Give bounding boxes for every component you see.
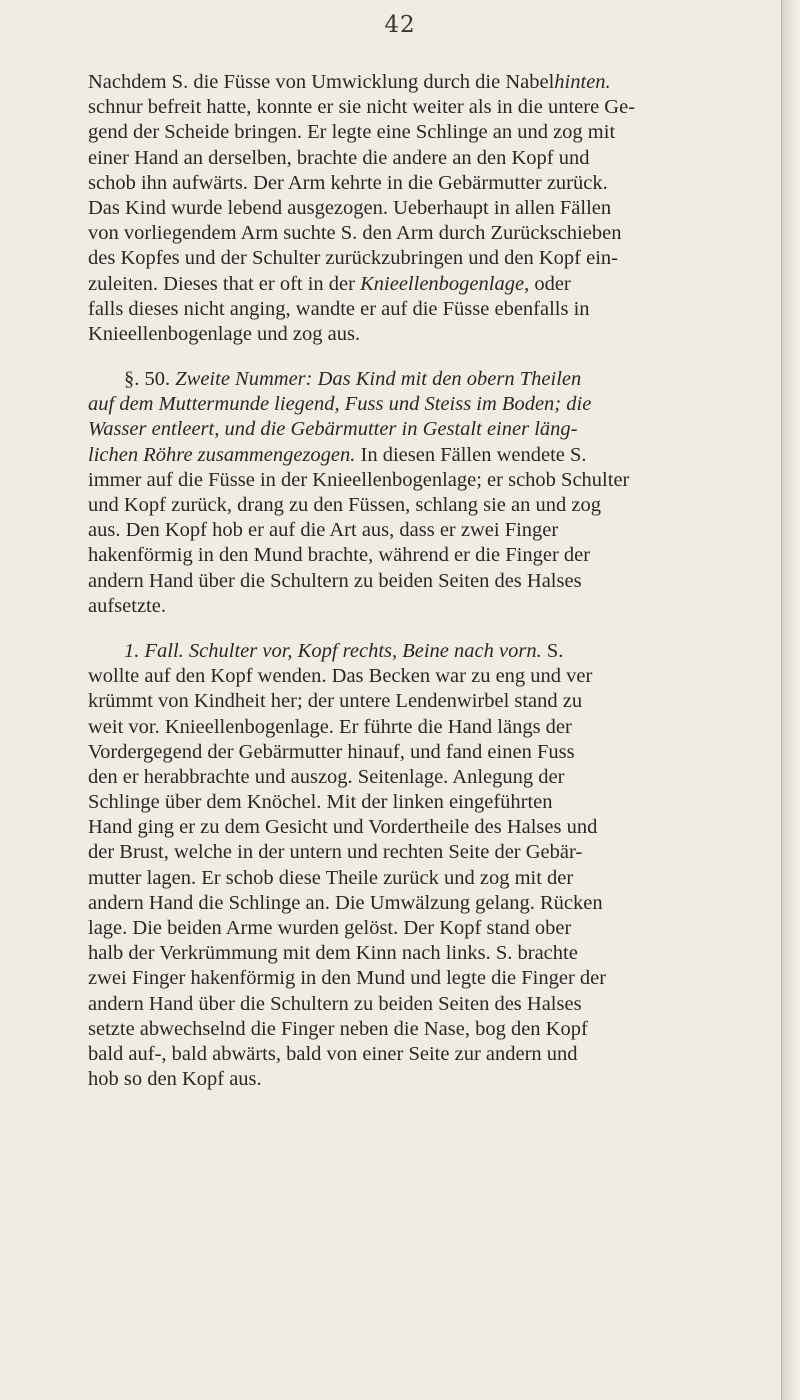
text-line [88, 815, 788, 840]
line-text: des Kopfes und der Schulter zurückzubringen und den Kopf ein- [88, 247, 618, 270]
line-text: schob ihn aufwärts. Der Arm kehrte in die Gebärmutter zurück. [88, 171, 608, 194]
text-line [88, 392, 788, 417]
text-line [88, 790, 788, 815]
text-line [88, 740, 788, 765]
text-line [88, 468, 788, 493]
line-text: §. 50. [124, 368, 176, 391]
line-text: einer Hand an derselben, brachte die andere an den Kopf und [88, 146, 590, 169]
line-text: lage. Die beiden Arme wurden gelöst. Der Kopf stand ober [88, 917, 572, 939]
line-text: bald auf-, bald abwärts, bald von einer Seite zur andern und [88, 1042, 578, 1065]
line-text: In diesen Fällen wendete S. [355, 443, 587, 466]
line-text: der Brust, welche in der untern und rechten Seite der Gebär- [88, 841, 583, 864]
line-text: andern Hand über die Schultern zu beiden Seiten des Halses [88, 569, 582, 592]
line-text: setzte abwechselnd die Finger neben die Nase, bog den Kopf [88, 1017, 588, 1040]
text-line [88, 1042, 788, 1067]
text-line [88, 765, 788, 790]
text-line [88, 941, 788, 966]
text-line [88, 1067, 788, 1092]
line-text: mutter lagen. Er schob diese Theile zurück und zog mit der [88, 866, 574, 889]
line-text: falls dieses nicht anging, wandte er auf die Füsse ebenfalls in [88, 297, 590, 320]
text-body [88, 70, 788, 1092]
text-line [88, 272, 788, 297]
text-line [88, 992, 788, 1017]
line-text: und Kopf zurück, drang zu den Füssen, schlang sie an und zog [88, 494, 601, 516]
line-text: Nachdem S. die Füsse von Umwicklung durch die Nabel [88, 71, 555, 93]
text-line [88, 146, 788, 171]
line-text: Das Kind wurde lebend ausgezogen. Ueberhaupt in allen Fällen [88, 196, 612, 219]
text-line [88, 866, 788, 891]
text-line [88, 171, 788, 196]
line-text: Knieellenbogenlage und zog aus. [88, 322, 361, 345]
paragraph [88, 639, 788, 1092]
text-line [88, 639, 788, 664]
text-line [88, 493, 788, 518]
line-text: Hand ging er zu dem Gesicht und Vordertheile des Halses und [88, 816, 598, 839]
text-line [88, 664, 788, 689]
text-line [88, 443, 788, 468]
line-text: aus. Den Kopf hob er auf die Art aus, dass er zwei Finger [88, 519, 559, 542]
line-text: Vordergegend der Gebärmutter hinauf, und fand einen Fuss [88, 740, 575, 763]
line-text: andern Hand über die Schultern zu beiden Seiten des Halses [88, 992, 582, 1015]
line-text: aufsetzte. [88, 594, 166, 617]
line-text: S. [541, 639, 564, 662]
paragraph-gap [88, 347, 788, 367]
line-text: andern Hand die Schlinge an. Die Umwälzung gelang. Rücken [88, 891, 603, 914]
line-text: den er herabbrachte und auszog. Seitenlage. Anlegung der [88, 765, 565, 788]
paragraph [88, 70, 788, 347]
text-line [88, 120, 788, 145]
text-line [88, 569, 788, 594]
text-line [88, 543, 788, 568]
italic-text: Wasser entleert, und die Gebärmutter in Gestalt einer läng- [88, 418, 578, 441]
text-line [88, 715, 788, 740]
text-line [88, 367, 788, 392]
text-line [88, 246, 788, 271]
paragraph-gap [88, 619, 788, 639]
italic-text: hinten. [554, 71, 611, 93]
text-line [88, 221, 788, 246]
text-line [88, 891, 788, 916]
line-text: Schlinge über dem Knöchel. Mit der linken eingeführten [88, 791, 553, 814]
line-text: hakenförmig in den Mund brachte, während er die Finger der [88, 544, 591, 567]
line-text: schnur befreit hatte, konnte er sie nicht weiter als in die untere Ge- [88, 96, 636, 119]
text-line [88, 297, 788, 322]
line-text: zuleiten. Dieses that er oft in der [88, 272, 361, 295]
text-line [88, 518, 788, 543]
italic-text: auf dem Muttermunde liegend, Fuss und Steiss im Boden; die [88, 393, 592, 416]
line-text: krümmt von Kindheit her; der untere Lendenwirbel stand zu [88, 690, 583, 713]
line-text: gend der Scheide bringen. Er legte eine Schlinge an und zog mit [88, 121, 616, 144]
text-line [88, 95, 788, 120]
text-line [88, 840, 788, 865]
italic-text: Knieellenbogenlage [360, 272, 525, 295]
line-text: , oder [524, 272, 571, 295]
text-line [88, 689, 788, 714]
text-line [88, 322, 788, 347]
line-text: weit vor. Knieellenbogenlage. Er führte die Hand längs der [88, 715, 572, 738]
italic-text: lichen Röhre zusammengezogen. [88, 443, 356, 466]
line-text: zwei Finger hakenförmig in den Mund und legte die Finger der [88, 967, 607, 990]
line-text: von vorliegendem Arm suchte S. den Arm durch Zurückschieben [88, 222, 622, 245]
text-line [88, 70, 788, 95]
line-text: immer auf die Füsse in der Knieellenbogenlage; er schob Schulter [88, 468, 630, 491]
page-number: 42 [384, 12, 416, 38]
text-line [88, 916, 788, 941]
text-line [88, 594, 788, 619]
line-text: hob so den Kopf aus. [88, 1068, 262, 1091]
line-text: halb der Verkrümmung mit dem Kinn nach links. S. brachte [88, 942, 578, 965]
italic-text: 1. Fall. Schulter vor, Kopf rechts, Beine nach vorn. [124, 639, 542, 662]
text-line [88, 966, 788, 991]
text-line [88, 196, 788, 221]
line-text: wollte auf den Kopf wenden. Das Becken war zu eng und ver [88, 665, 593, 688]
text-line [88, 417, 788, 442]
text-line [88, 1017, 788, 1042]
italic-text: Zweite Nummer: Das Kind mit den obern Theilen [175, 368, 582, 391]
paragraph [88, 367, 788, 619]
